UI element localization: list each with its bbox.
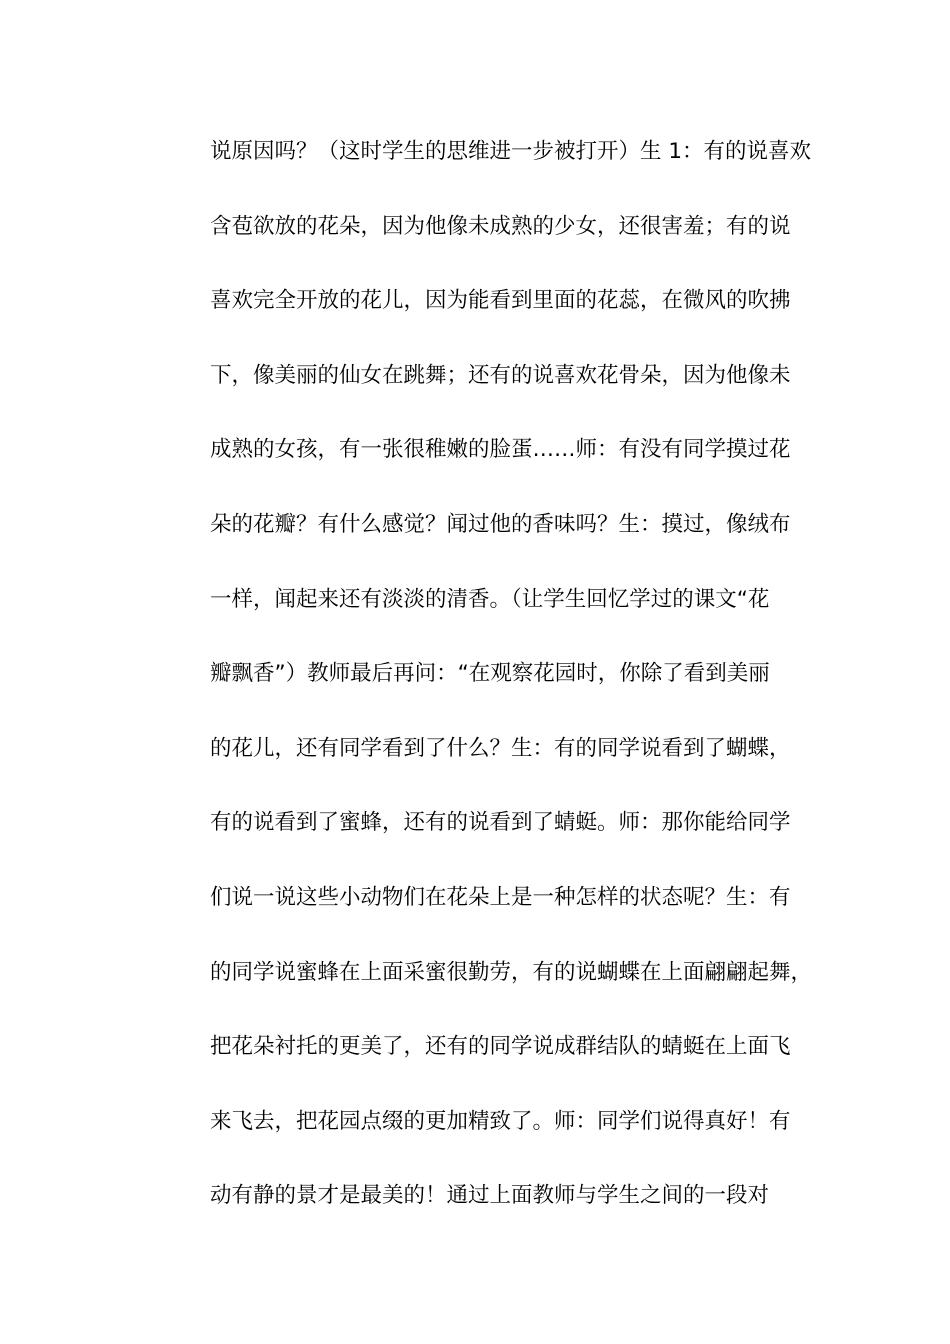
text-line-12: 的同学说蜜蜂在上面采蜜很勤劳，有的说蝴蝶在上面翩翩起舞，: [210, 959, 813, 985]
text-line-9: 的花儿，还有同学看到了什么？生：有的同学说看到了蝴蝶，: [210, 735, 791, 761]
text-line-1: 说原因吗？（这时学生的思维进一步被打开）生 1：有的说喜欢: [210, 139, 812, 164]
body-text: [210, 130, 830, 1249]
text-line-8: 瓣飘香”）教师最后再问：“在观察花园时，你除了看到美丽: [210, 661, 770, 687]
text-line-5: 成熟的女孩，有一张很稚嫩的脸蛋……师：有没有同学摸过花: [210, 437, 791, 463]
text-line-7: 一样，闻起来还有淡淡的清香。（让学生回忆学过的课文“花: [210, 586, 770, 612]
text-line-6: 朵的花瓣？有什么感觉？闻过他的香味吗？生：摸过，像绒布: [210, 511, 791, 537]
text-line-2: 含苞欲放的花朵，因为他像未成熟的少女，还很害羞；有的说: [210, 213, 791, 239]
text-line-13: 把花朵衬托的更美了，还有的同学说成群结队的蜻蜓在上面飞: [210, 1034, 791, 1060]
text-line-4: 下，像美丽的仙女在跳舞；还有的说喜欢花骨朵，因为他像未: [210, 362, 791, 388]
text-line-10: 有的说看到了蜜蜂，还有的说看到了蜻蜓。师：那你能给同学: [210, 810, 791, 836]
text-line-3: 喜欢完全开放的花儿，因为能看到里面的花蕊，在微风的吹拂: [210, 288, 791, 314]
text-line-15: 动有静的景才是最美的！通过上面教师与学生之间的一段对: [210, 1183, 770, 1209]
text-line-11: 们说一说这些小动物们在花朵上是一种怎样的状态呢？生：有: [210, 884, 791, 910]
text-line-14: 来飞去，把花园点缀的更加精致了。师：同学们说得真好！有: [210, 1108, 791, 1134]
